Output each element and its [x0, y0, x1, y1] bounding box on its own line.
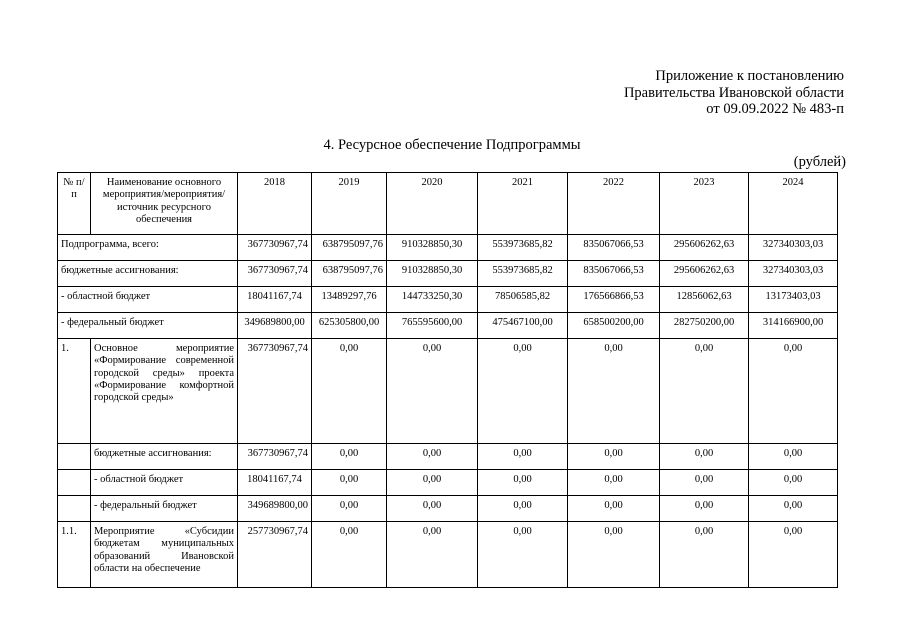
- value-cell: 78506585,82: [478, 287, 568, 313]
- value-cell: 0,00: [478, 522, 568, 588]
- row-number: [58, 496, 91, 522]
- table-row: [58, 261, 838, 287]
- resource-table: [57, 172, 838, 588]
- value-cell: 658500200,00: [568, 313, 660, 339]
- value-cell: 0,00: [312, 444, 387, 470]
- value-cell: 553973685,82: [478, 261, 568, 287]
- table-row: [58, 444, 838, 470]
- section-title: 4. Ресурсное обеспечение Подпрограммы: [323, 137, 581, 153]
- value-cell: 0,00: [478, 339, 568, 444]
- row-label: - федеральный бюджет: [91, 496, 238, 522]
- value-cell: 295606262,63: [660, 261, 749, 287]
- value-cell: 367730967,74: [238, 444, 312, 470]
- value-cell: 0,00: [568, 496, 660, 522]
- value-cell: 144733250,30: [387, 287, 478, 313]
- value-cell: 638795097,76: [312, 235, 387, 261]
- row-label: бюджетные ассигнования:: [58, 261, 238, 287]
- approval-line-2: Правительства Ивановской области: [623, 84, 844, 101]
- header-cell: 2019: [312, 173, 387, 235]
- value-cell: 0,00: [387, 522, 478, 588]
- row-number: 1.: [58, 339, 91, 444]
- row-label: - областной бюджет: [91, 470, 238, 496]
- value-cell: 327340303,03: [749, 261, 838, 287]
- value-cell: 835067066,53: [568, 235, 660, 261]
- value-cell: 0,00: [660, 470, 749, 496]
- header-cell: Наименование основного мероприятия/мероприятия/ источник ресурсного обеспечения: [91, 173, 238, 235]
- table-row: [58, 287, 838, 313]
- row-label: бюджетные ассигнования:: [91, 444, 238, 470]
- value-cell: 367730967,74: [238, 261, 312, 287]
- value-cell: 0,00: [312, 522, 387, 588]
- value-cell: 176566866,53: [568, 287, 660, 313]
- value-cell: 0,00: [749, 470, 838, 496]
- table-header-row: [58, 173, 838, 235]
- value-cell: 327340303,03: [749, 235, 838, 261]
- table-row: [58, 235, 838, 261]
- row-label: Мероприятие «Субсидии бюджетам муниципальных образований Ивановской области на обеспечение: [91, 522, 238, 588]
- header-cell: 2018: [238, 173, 312, 235]
- table-row: [58, 470, 838, 496]
- value-cell: 13173403,03: [749, 287, 838, 313]
- value-cell: 0,00: [660, 496, 749, 522]
- units-label: (рублей): [793, 154, 846, 170]
- value-cell: 0,00: [478, 496, 568, 522]
- value-cell: 0,00: [749, 496, 838, 522]
- value-cell: 314166900,00: [749, 313, 838, 339]
- value-cell: 475467100,00: [478, 313, 568, 339]
- value-cell: 12856062,63: [660, 287, 749, 313]
- table-row: [58, 496, 838, 522]
- row-label: Основное мероприятие «Формирование современной городской среды» проекта «Формирование комфортной городской среды»: [91, 339, 238, 444]
- value-cell: 835067066,53: [568, 261, 660, 287]
- value-cell: 0,00: [568, 522, 660, 588]
- header-cell: 2020: [387, 173, 478, 235]
- value-cell: 0,00: [312, 496, 387, 522]
- header-cell: 2021: [478, 173, 568, 235]
- value-cell: 765595600,00: [387, 313, 478, 339]
- row-number: [58, 444, 91, 470]
- value-cell: 0,00: [387, 470, 478, 496]
- value-cell: 0,00: [312, 470, 387, 496]
- header-cell: 2022: [568, 173, 660, 235]
- value-cell: 0,00: [478, 470, 568, 496]
- value-cell: 0,00: [660, 522, 749, 588]
- value-cell: 553973685,82: [478, 235, 568, 261]
- table-row: [58, 339, 838, 444]
- approval-line-1: Приложение к постановлению: [655, 68, 844, 84]
- value-cell: 282750200,00: [660, 313, 749, 339]
- value-cell: 0,00: [568, 339, 660, 444]
- table-row: [58, 522, 838, 588]
- row-number: [58, 470, 91, 496]
- value-cell: 0,00: [749, 522, 838, 588]
- value-cell: 0,00: [749, 339, 838, 444]
- value-cell: 18041167,74: [238, 470, 312, 496]
- value-cell: 0,00: [568, 470, 660, 496]
- row-label: - федеральный бюджет: [58, 313, 238, 339]
- header-cell: 2024: [749, 173, 838, 235]
- approval-note: [624, 68, 844, 118]
- value-cell: 0,00: [387, 496, 478, 522]
- value-cell: 0,00: [660, 444, 749, 470]
- value-cell: 0,00: [312, 339, 387, 444]
- value-cell: 0,00: [387, 339, 478, 444]
- value-cell: 0,00: [660, 339, 749, 444]
- table-row: [58, 313, 838, 339]
- value-cell: 367730967,74: [238, 339, 312, 444]
- row-label: Подпрограмма, всего:: [58, 235, 238, 261]
- value-cell: 18041167,74: [238, 287, 312, 313]
- value-cell: 910328850,30: [387, 261, 478, 287]
- value-cell: 367730967,74: [238, 235, 312, 261]
- value-cell: 910328850,30: [387, 235, 478, 261]
- value-cell: 349689800,00: [238, 496, 312, 522]
- header-cell: 2023: [660, 173, 749, 235]
- value-cell: 625305800,00: [312, 313, 387, 339]
- row-label: - областной бюджет: [58, 287, 238, 313]
- value-cell: 349689800,00: [238, 313, 312, 339]
- value-cell: 0,00: [478, 444, 568, 470]
- row-number: 1.1.: [58, 522, 91, 588]
- value-cell: 0,00: [568, 444, 660, 470]
- value-cell: 295606262,63: [660, 235, 749, 261]
- value-cell: 0,00: [749, 444, 838, 470]
- value-cell: 257730967,74: [238, 522, 312, 588]
- value-cell: 13489297,76: [312, 287, 387, 313]
- value-cell: 0,00: [387, 444, 478, 470]
- value-cell: 638795097,76: [312, 261, 387, 287]
- header-cell: № п/п: [58, 173, 91, 235]
- approval-line-3: от 09.09.2022 № 483-п: [706, 101, 844, 117]
